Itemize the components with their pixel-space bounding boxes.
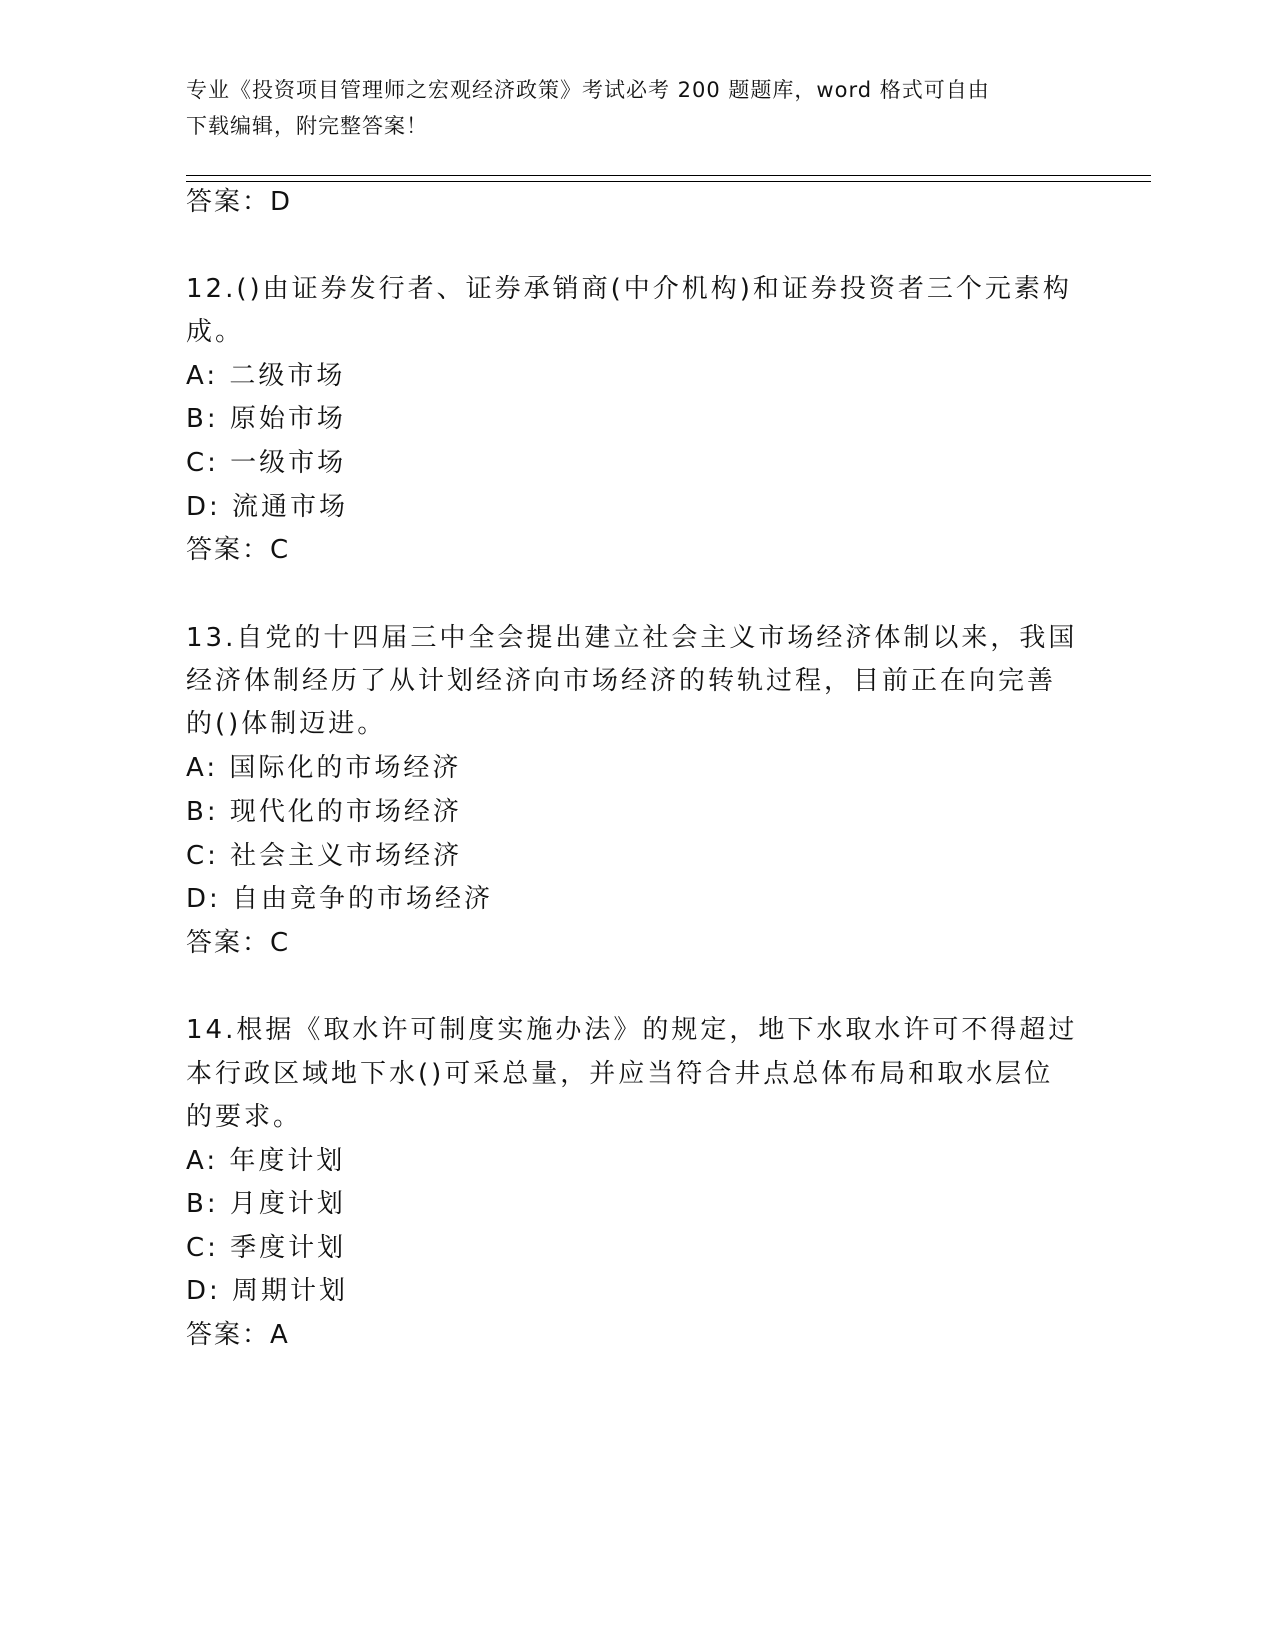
- question-13-stem-line-1: 13.自党的十四届三中全会提出建立社会主义市场经济体制以来，我国: [186, 623, 1078, 653]
- header-divider-thin: [186, 175, 1151, 176]
- question-14-stem-line-2: 本行政区域地下水()可采总量，并应当符合井点总体布局和取水层位: [186, 1059, 1054, 1089]
- question-14-option-a: A: 年度计划: [186, 1146, 346, 1176]
- question-12-option-a: A: 二级市场: [186, 361, 346, 391]
- question-14-option-d: D: 周期计划: [186, 1276, 349, 1306]
- question-13-option-c: C: 社会主义市场经济: [186, 841, 463, 871]
- question-13-answer: 答案：C: [186, 928, 291, 958]
- question-12-stem-line-2: 成。: [186, 317, 245, 347]
- question-14-stem-line-1: 14.根据《取水许可制度实施办法》的规定，地下水取水许可不得超过: [186, 1015, 1078, 1045]
- question-12-stem-line-1: 12.()由证券发行者、证券承销商(中介机构)和证券投资者三个元素构: [186, 274, 1072, 304]
- question-13-option-d: D: 自由竞争的市场经济: [186, 884, 494, 914]
- question-14-stem-line-3: 的要求。: [186, 1102, 303, 1132]
- question-12-option-d: D: 流通市场: [186, 492, 349, 522]
- header-divider-thick: [186, 181, 1151, 182]
- previous-answer: 答案：D: [186, 187, 293, 217]
- document-header: [186, 72, 1086, 144]
- question-14-option-c: C: 季度计划: [186, 1233, 347, 1263]
- question-12-option-b: B: 原始市场: [186, 404, 346, 434]
- question-13-option-b: B: 现代化的市场经济: [186, 797, 462, 827]
- question-14-answer: 答案：A: [186, 1320, 290, 1350]
- question-14-option-b: B: 月度计划: [186, 1189, 346, 1219]
- question-12-option-c: C: 一级市场: [186, 448, 347, 478]
- question-13-stem-line-2: 经济体制经历了从计划经济向市场经济的转轨过程，目前正在向完善: [186, 666, 1057, 696]
- question-12-answer: 答案：C: [186, 535, 291, 565]
- header-line-1: 专业《投资项目管理师之宏观经济政策》考试必考 200 题题库，word 格式可自由: [186, 78, 990, 102]
- question-13-stem-line-3: 的()体制迈进。: [186, 709, 387, 739]
- question-13-option-a: A: 国际化的市场经济: [186, 753, 462, 783]
- header-line-2: 下载编辑，附完整答案！: [186, 114, 428, 138]
